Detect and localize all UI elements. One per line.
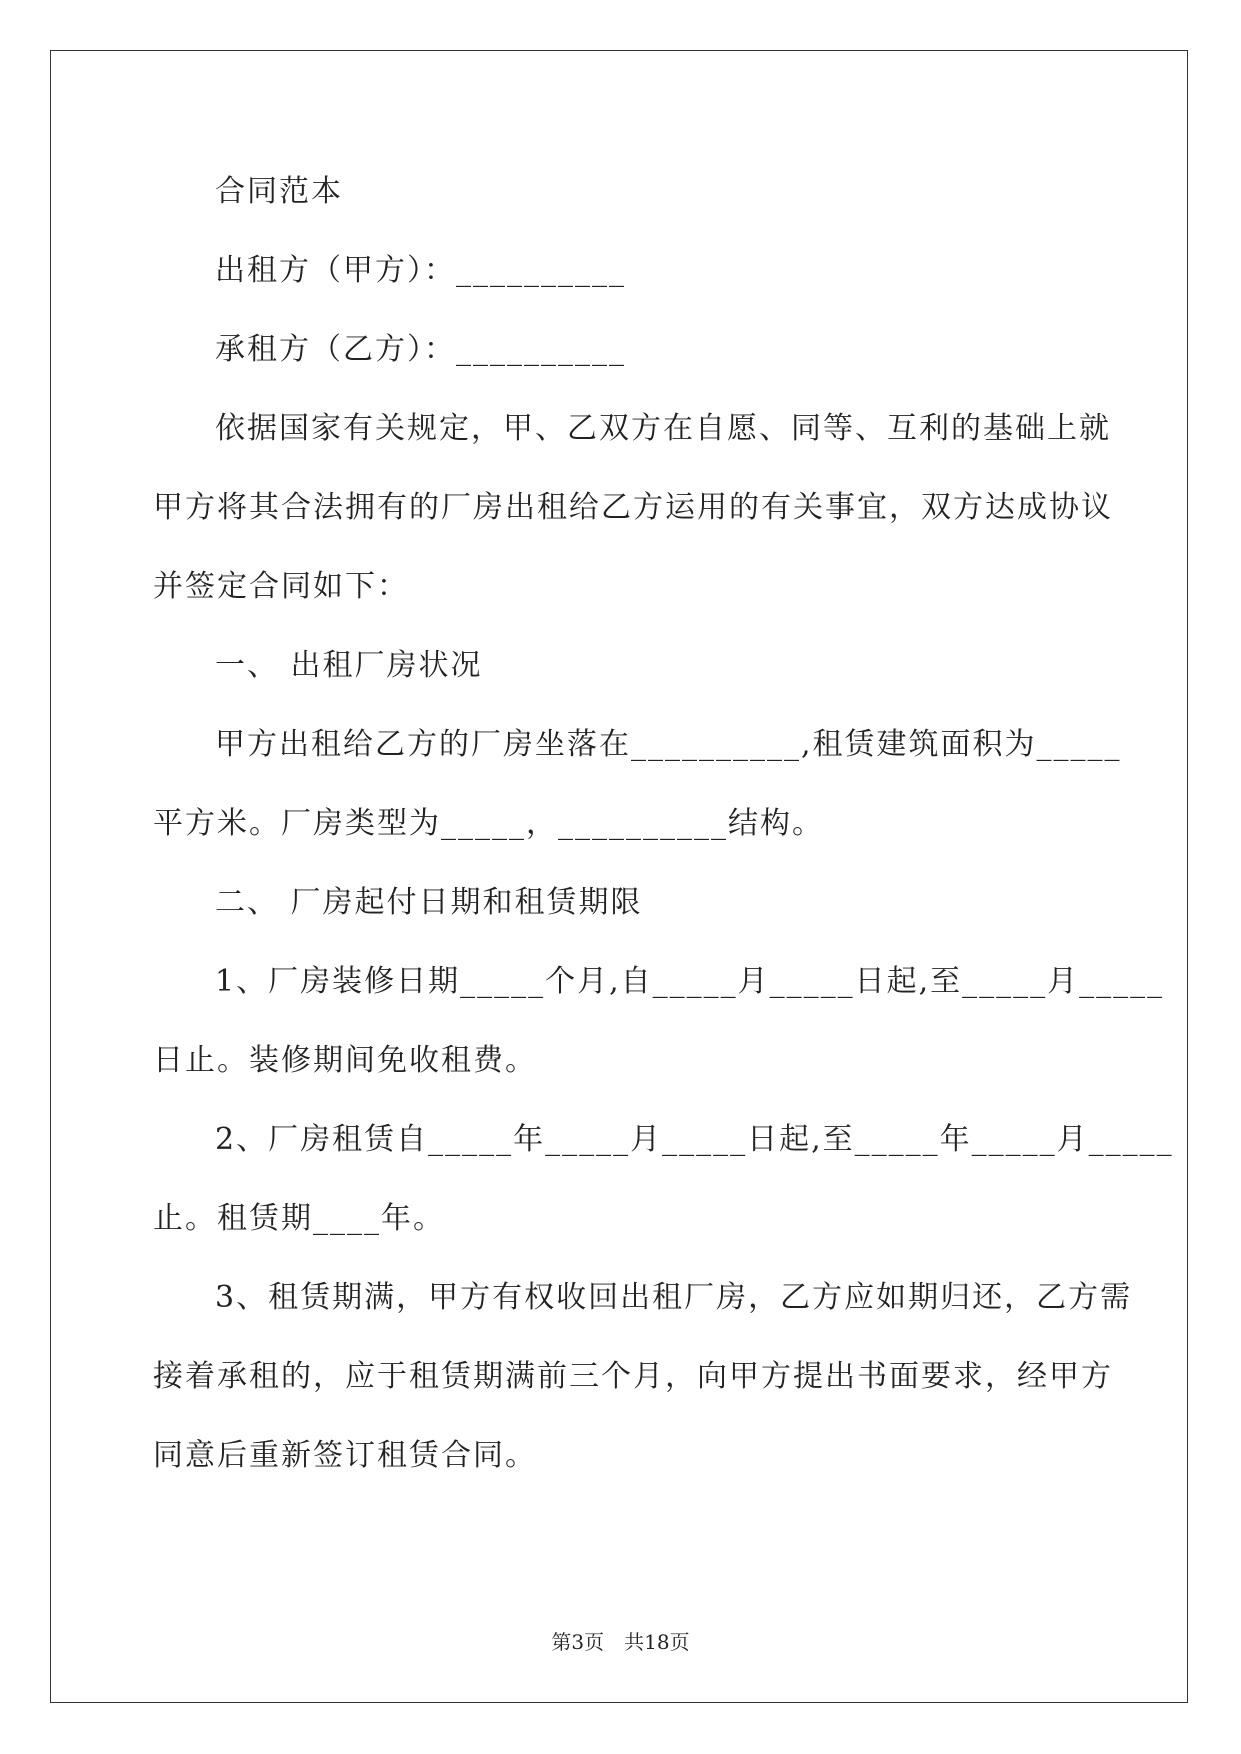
lessor-line: 出租方（甲方）：__________ bbox=[215, 253, 626, 288]
paragraph-line: 甲方出租给乙方的厂房坐落在__________,租赁建筑面积为_____ bbox=[215, 727, 1122, 762]
paragraph-line: 日止。装修期间免收租费。 bbox=[153, 1043, 537, 1078]
template-title: 合同范本 bbox=[215, 174, 343, 209]
paragraph-line: 甲方将其合法拥有的厂房出租给乙方运用的有关事宜，双方达成协议 bbox=[153, 490, 1113, 525]
section-heading: 二、 厂房起付日期和租赁期限 bbox=[215, 885, 643, 920]
paragraph-line: 依据国家有关规定，甲、乙双方在自愿、同等、互利的基础上就 bbox=[215, 411, 1111, 446]
paragraph-line: 2、厂房租赁自_____年_____月_____日起,至_____年_____月_____ bbox=[215, 1122, 1174, 1157]
section-heading: 一、 出租厂房状况 bbox=[215, 648, 483, 683]
paragraph-line: 平方米。厂房类型为_____，__________结构。 bbox=[153, 806, 824, 841]
paragraph-line: 并签定合同如下： bbox=[153, 569, 409, 604]
lessee-line: 承租方（乙方）：__________ bbox=[215, 332, 626, 367]
paragraph-line: 接着承租的，应于租赁期满前三个月，向甲方提出书面要求，经甲方 bbox=[153, 1359, 1113, 1394]
paragraph-line: 1、厂房装修日期_____个月,自_____月_____日起,至_____月_____ bbox=[215, 964, 1165, 999]
page-indicator: 第3页 共18页 bbox=[551, 1630, 690, 1654]
paragraph-line: 3、租赁期满，甲方有权收回出租厂房，乙方应如期归还，乙方需 bbox=[215, 1280, 1133, 1315]
paragraph-line: 止。租赁期____年。 bbox=[153, 1201, 445, 1236]
paragraph-line: 同意后重新签订租赁合同。 bbox=[153, 1438, 537, 1473]
